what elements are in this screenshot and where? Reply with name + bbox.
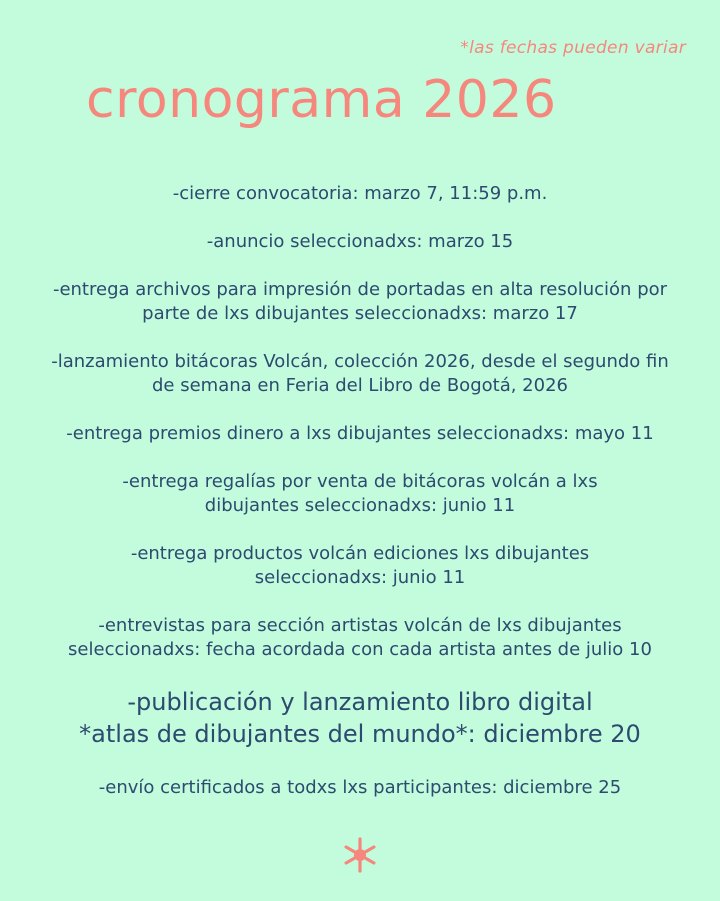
page-title: cronograma 2026 [86,70,557,130]
schedule-item-anuncio [24,230,696,254]
schedule-item-productos [24,542,696,590]
schedule-item-regalias [24,470,696,518]
schedule-item-premios [24,422,696,446]
schedule-line: -publicación y lanzamiento libro digital [127,688,593,716]
schedule-item-lanzamiento [24,350,696,398]
schedule-item-archivos [24,278,696,326]
schedule-line: seleccionadxs: fecha acordada con cada artista antes de julio 10 [68,639,652,660]
schedule-item-certificados [24,776,696,800]
schedule-line: -lanzamiento bitácoras Volcán, colección 2026, desde el segundo fin [51,351,669,372]
schedule-line: -entrevistas para sección artistas volcán de lxs dibujantes [98,615,622,636]
schedule-line: -envío certificados a todxs lxs participantes: diciembre 25 [98,777,622,798]
schedule-item-libro-digital [24,686,696,750]
schedule-line: seleccionadxs: junio 11 [254,567,466,588]
schedule-line: -entrega premios dinero a lxs dibujantes seleccionadxs: mayo 11 [66,423,654,444]
schedule-list [24,182,696,824]
dates-may-vary-note: *las fechas pueden variar [460,38,686,58]
schedule-line: -entrega regalías por venta de bitácoras volcán a lxs [122,471,598,492]
schedule-line: -entrega archivos para impresión de portadas en alta resolución por [52,279,668,300]
schedule-line: -entrega productos volcán ediciones lxs dibujantes [130,543,590,564]
schedule-item-cierre [24,182,696,206]
schedule-line: dibujantes seleccionadxs: junio 11 [204,495,516,516]
schedule-line: de semana en Feria del Libro de Bogotá, 2026 [152,375,568,396]
schedule-line: -anuncio seleccionadxs: marzo 15 [206,231,514,252]
schedule-line: -cierre convocatoria: marzo 7, 11:59 p.m. [172,183,548,204]
schedule-line: parte de lxs dibujantes seleccionadxs: marzo 17 [142,303,578,324]
schedule-item-entrevistas [24,614,696,662]
schedule-line: *atlas de dibujantes del mundo*: diciembre 20 [79,720,641,748]
star-icon [342,837,378,873]
